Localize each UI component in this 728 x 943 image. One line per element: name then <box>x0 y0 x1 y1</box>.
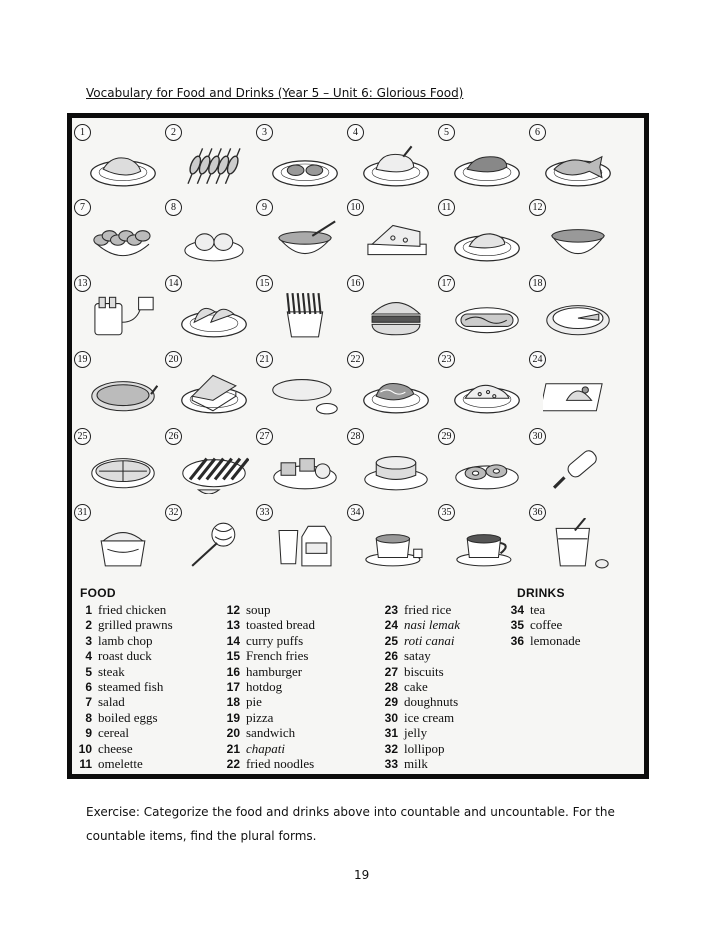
item-label: curry puffs <box>246 632 304 648</box>
item-label: roast duck <box>98 648 152 664</box>
item-label: grilled prawns <box>98 617 173 633</box>
list-item <box>378 633 460 648</box>
item-label: biscuits <box>404 663 444 679</box>
item-label: fried chicken <box>98 602 167 617</box>
item-label: hotdog <box>246 678 283 694</box>
picture-cell <box>165 504 260 578</box>
item-number: 18 <box>226 695 240 710</box>
item-number: 26 <box>384 649 398 664</box>
picture-number: 32 <box>165 504 182 521</box>
item-label: lollipop <box>404 740 445 756</box>
jelly-icon <box>88 518 158 570</box>
picture-cell <box>256 199 351 273</box>
picture-number: 30 <box>529 428 546 445</box>
item-label: steak <box>98 663 125 679</box>
item-label: French fries <box>246 648 309 664</box>
vocabulary-figure <box>67 113 649 779</box>
list-item <box>220 664 315 679</box>
list-item <box>220 725 315 740</box>
picture-grid <box>72 118 644 576</box>
item-label: roti canai <box>404 632 455 648</box>
roast-duck-icon <box>361 138 431 190</box>
picture-cell <box>74 428 169 502</box>
item-number: 36 <box>510 633 524 648</box>
item-number: 4 <box>85 649 92 664</box>
picture-cell <box>165 428 260 502</box>
item-label: nasi lemak <box>404 617 460 633</box>
grilled-prawns-icon <box>179 138 249 190</box>
picture-cell <box>529 504 624 578</box>
picture-cell <box>256 504 351 578</box>
list-item <box>72 664 173 679</box>
list-item <box>72 648 173 663</box>
item-label: cheese <box>98 740 133 756</box>
picture-number: 34 <box>347 504 364 521</box>
list-item <box>378 648 460 663</box>
picture-number: 19 <box>74 351 91 368</box>
picture-number: 17 <box>438 275 455 292</box>
item-number: 12 <box>226 603 240 617</box>
list-item <box>378 679 460 694</box>
item-number: 27 <box>384 664 398 679</box>
item-label: cereal <box>98 725 130 741</box>
item-number: 11 <box>79 756 92 771</box>
salad-icon <box>88 213 158 265</box>
item-number: 24 <box>384 618 398 633</box>
drinks-column <box>504 602 581 648</box>
picture-cell <box>438 504 533 578</box>
list-item <box>378 694 460 709</box>
item-label: fried rice <box>404 602 452 617</box>
item-label: doughnuts <box>404 694 459 710</box>
picture-cell <box>74 199 169 273</box>
nasi-lemak-icon <box>543 365 613 417</box>
picture-cell <box>347 504 442 578</box>
picture-number: 10 <box>347 199 364 216</box>
picture-cell <box>256 275 351 349</box>
curry-puffs-icon <box>179 289 249 341</box>
lollipop-icon <box>179 518 249 570</box>
item-number: 30 <box>384 710 398 725</box>
list-item <box>220 633 315 648</box>
item-number: 9 <box>85 726 92 741</box>
list-item <box>378 664 460 679</box>
french-fries-icon <box>270 289 340 341</box>
roti-canai-icon <box>88 442 158 494</box>
picture-number: 16 <box>347 275 364 292</box>
item-number: 32 <box>384 741 398 756</box>
list-item <box>72 602 173 617</box>
food-column-3 <box>378 602 460 771</box>
picture-cell <box>438 199 533 273</box>
list-item <box>378 725 460 740</box>
picture-cell <box>438 275 533 349</box>
ice-cream-icon <box>543 442 613 494</box>
picture-number: 13 <box>74 275 91 292</box>
fried-chicken-icon <box>88 138 158 190</box>
picture-number: 22 <box>347 351 364 368</box>
item-label: jelly <box>404 725 428 741</box>
picture-cell <box>529 351 624 425</box>
picture-number: 14 <box>165 275 182 292</box>
satay-icon <box>179 442 249 494</box>
cereal-icon <box>270 213 340 265</box>
pizza-icon <box>88 365 158 417</box>
picture-number: 11 <box>438 199 455 216</box>
boiled-eggs-icon <box>179 213 249 265</box>
picture-cell <box>347 351 442 425</box>
picture-number: 5 <box>438 124 455 141</box>
pie-icon <box>543 289 613 341</box>
item-label: coffee <box>530 617 563 633</box>
item-label: toasted bread <box>246 617 315 633</box>
picture-number: 18 <box>529 275 546 292</box>
item-number: 15 <box>226 649 240 664</box>
item-number: 16 <box>226 664 240 679</box>
picture-number: 25 <box>74 428 91 445</box>
picture-number: 35 <box>438 504 455 521</box>
picture-cell <box>529 275 624 349</box>
item-number: 22 <box>226 756 240 771</box>
item-number: 31 <box>384 726 398 741</box>
item-label: soup <box>246 602 271 617</box>
list-item <box>220 617 315 632</box>
sandwich-icon <box>179 365 249 417</box>
picture-cell <box>529 199 624 273</box>
item-label: fried noodles <box>246 755 315 771</box>
list-item <box>378 602 460 617</box>
picture-cell <box>529 428 624 502</box>
picture-cell <box>347 275 442 349</box>
exercise-instructions: Exercise: Categorize the food and drinks above into countable and uncountable. For the countable items, find the plural forms. <box>86 805 615 843</box>
picture-number: 9 <box>256 199 273 216</box>
list-item <box>378 756 460 771</box>
picture-number: 21 <box>256 351 273 368</box>
coffee-icon <box>452 518 522 570</box>
picture-number: 2 <box>165 124 182 141</box>
item-number: 35 <box>510 618 524 633</box>
item-number: 25 <box>384 633 398 648</box>
hotdog-icon <box>452 289 522 341</box>
omelette-icon <box>452 213 522 265</box>
picture-number: 28 <box>347 428 364 445</box>
item-number: 13 <box>226 618 240 633</box>
list-item <box>504 633 581 648</box>
hamburger-icon <box>361 289 431 341</box>
picture-number: 31 <box>74 504 91 521</box>
picture-number: 1 <box>74 124 91 141</box>
picture-cell <box>165 275 260 349</box>
list-item <box>220 741 315 756</box>
picture-cell <box>347 199 442 273</box>
list-item <box>220 602 315 617</box>
picture-number: 23 <box>438 351 455 368</box>
item-number: 17 <box>226 679 240 694</box>
item-label: lamb chop <box>98 632 153 648</box>
cheese-icon <box>361 213 431 265</box>
list-item <box>504 602 581 617</box>
list-item <box>220 679 315 694</box>
page-heading: Vocabulary for Food and Drinks (Year 5 – Unit 6: Glorious Food) <box>86 86 464 100</box>
picture-cell <box>74 275 169 349</box>
figure-inner <box>72 118 644 774</box>
food-heading: FOOD <box>80 586 116 600</box>
list-item <box>378 617 460 632</box>
list-item <box>378 710 460 725</box>
list-item <box>72 617 173 632</box>
cake-icon <box>361 442 431 494</box>
steak-icon <box>452 138 522 190</box>
picture-number: 4 <box>347 124 364 141</box>
item-label: ice cream <box>404 709 455 725</box>
item-label: steamed fish <box>98 678 164 694</box>
list-item <box>72 710 173 725</box>
vocabulary-list <box>72 576 644 774</box>
item-label: tea <box>530 602 546 617</box>
item-number: 6 <box>85 679 92 694</box>
toaster-icon <box>88 289 158 341</box>
picture-number: 20 <box>165 351 182 368</box>
page-number: 19 <box>354 868 370 882</box>
picture-cell <box>347 124 442 198</box>
doughnuts-icon <box>452 442 522 494</box>
item-label: omelette <box>98 755 143 771</box>
list-item <box>220 648 315 663</box>
item-number: 8 <box>85 710 92 725</box>
picture-number: 27 <box>256 428 273 445</box>
food-column-1 <box>72 602 173 771</box>
item-label: boiled eggs <box>98 709 158 725</box>
item-number: 5 <box>85 664 92 679</box>
list-item <box>72 756 173 771</box>
picture-cell <box>256 124 351 198</box>
item-label: satay <box>404 648 431 664</box>
item-number: 28 <box>384 679 398 694</box>
list-item <box>72 725 173 740</box>
picture-cell <box>74 504 169 578</box>
item-number: 3 <box>85 633 92 648</box>
picture-cell <box>256 351 351 425</box>
picture-cell <box>74 351 169 425</box>
picture-cell <box>165 124 260 198</box>
picture-number: 8 <box>165 199 182 216</box>
list-item <box>72 679 173 694</box>
item-label: sandwich <box>246 725 296 741</box>
milk-icon <box>270 518 340 570</box>
list-item <box>378 741 460 756</box>
picture-cell <box>256 428 351 502</box>
item-number: 1 <box>85 603 92 617</box>
list-item <box>72 694 173 709</box>
item-number: 23 <box>384 603 398 617</box>
picture-number: 3 <box>256 124 273 141</box>
item-label: cake <box>404 678 428 694</box>
picture-number: 15 <box>256 275 273 292</box>
biscuits-icon <box>270 442 340 494</box>
picture-cell <box>74 124 169 198</box>
item-number: 21 <box>226 741 240 756</box>
item-number: 7 <box>85 695 92 710</box>
item-label: pizza <box>246 709 274 725</box>
picture-number: 7 <box>74 199 91 216</box>
tea-icon <box>361 518 431 570</box>
picture-cell <box>347 428 442 502</box>
picture-number: 26 <box>165 428 182 445</box>
fried-noodles-icon <box>361 365 431 417</box>
item-number: 10 <box>78 741 92 756</box>
list-item <box>72 741 173 756</box>
soup-icon <box>543 213 613 265</box>
picture-number: 29 <box>438 428 455 445</box>
picture-number: 12 <box>529 199 546 216</box>
item-number: 33 <box>384 756 398 771</box>
list-item <box>504 617 581 632</box>
steamed-fish-icon <box>543 138 613 190</box>
picture-number: 6 <box>529 124 546 141</box>
list-item <box>220 756 315 771</box>
picture-number: 24 <box>529 351 546 368</box>
item-number: 34 <box>510 603 524 617</box>
picture-cell <box>529 124 624 198</box>
item-label: lemonade <box>530 632 581 648</box>
item-label: chapati <box>246 740 285 756</box>
item-number: 19 <box>226 710 240 725</box>
picture-cell <box>438 124 533 198</box>
fried-rice-icon <box>452 365 522 417</box>
list-item <box>72 633 173 648</box>
lemonade-icon <box>543 518 613 570</box>
lamb-chop-icon <box>270 138 340 190</box>
item-number: 29 <box>384 695 398 710</box>
picture-cell <box>438 428 533 502</box>
item-label: milk <box>404 755 428 771</box>
picture-number: 33 <box>256 504 273 521</box>
picture-cell <box>165 199 260 273</box>
picture-cell <box>165 351 260 425</box>
item-number: 2 <box>85 618 92 633</box>
item-number: 14 <box>226 633 240 648</box>
item-label: salad <box>98 694 125 710</box>
chapati-icon <box>270 365 340 417</box>
picture-cell <box>438 351 533 425</box>
item-number: 20 <box>226 726 240 741</box>
picture-number: 36 <box>529 504 546 521</box>
item-label: hamburger <box>246 663 303 679</box>
item-label: pie <box>246 694 262 710</box>
list-item <box>220 694 315 709</box>
food-column-2 <box>220 602 315 771</box>
list-item <box>220 710 315 725</box>
drinks-heading: DRINKS <box>517 586 565 600</box>
